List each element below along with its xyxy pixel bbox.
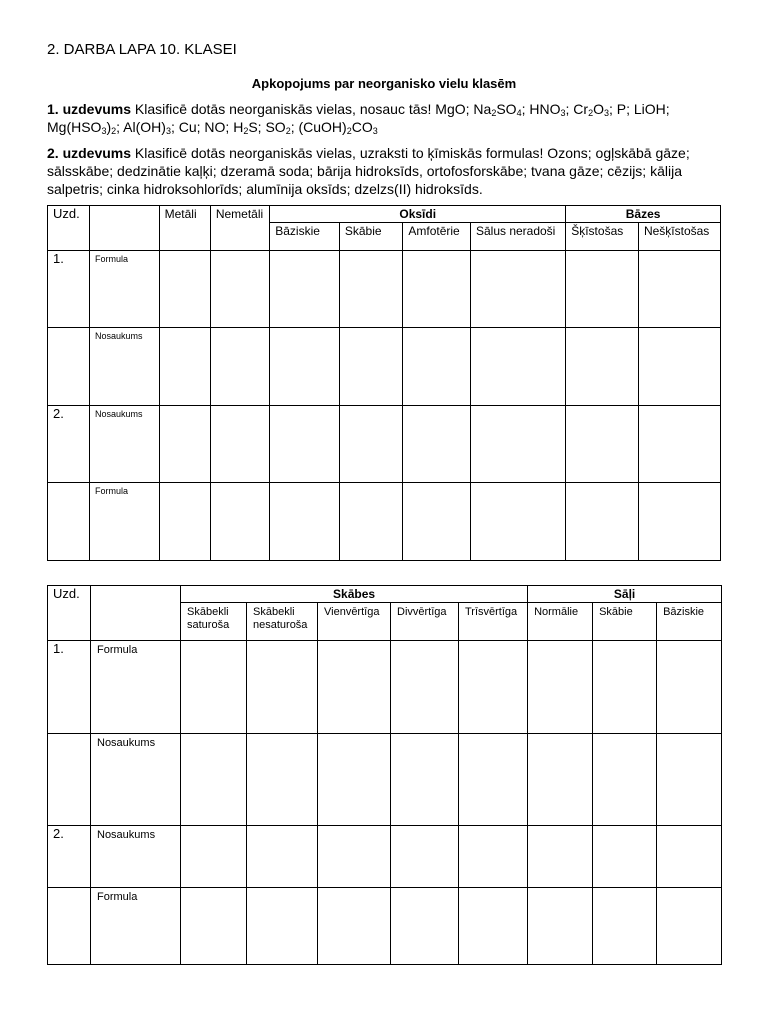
answer-cell[interactable] [159, 406, 210, 483]
header-skabekli-saturosa: Skābekli saturoša [181, 603, 247, 641]
task-2-paragraph [47, 144, 727, 198]
task-1-text: CO [351, 119, 373, 135]
answer-cell[interactable] [593, 734, 657, 826]
header-normalie: Normālie [528, 603, 593, 641]
task-1-label: 1. uzdevums [47, 101, 132, 117]
header-uzd: Uzd. [48, 586, 91, 641]
answer-cell[interactable] [657, 641, 722, 734]
header-blank [89, 206, 159, 251]
subscript: 4 [516, 108, 522, 118]
subscript: 2 [285, 126, 291, 136]
answer-cell[interactable] [566, 251, 639, 328]
worksheet-title: Apkopojums par neorganisko vielu klasēm [251, 76, 517, 91]
answer-cell[interactable] [247, 734, 318, 826]
table-row [48, 888, 722, 965]
subscript: 3 [372, 126, 378, 136]
table-row [48, 483, 721, 561]
table-row [48, 328, 721, 406]
answer-cell[interactable] [459, 734, 528, 826]
answer-cell[interactable] [210, 483, 269, 561]
answer-cell[interactable] [339, 406, 403, 483]
header-nemetali: Nemetāli [210, 206, 269, 251]
worksheet-header: 2. DARBA LAPA 10. KLASEI [47, 41, 237, 58]
answer-cell[interactable] [159, 328, 210, 406]
header-divvertiga: Divvērtīga [391, 603, 459, 641]
row-uzd: 1. [48, 251, 90, 328]
answer-cell[interactable] [181, 826, 247, 888]
answer-cell[interactable] [270, 328, 340, 406]
answer-cell[interactable] [339, 251, 403, 328]
header-amfoterie: Amfotērie [403, 223, 471, 251]
task-1-text: Klasificē dotās neorganiskās vielas, nosauc tās! MgO; Na [131, 101, 492, 117]
answer-cell[interactable] [470, 251, 565, 328]
answer-cell[interactable] [638, 483, 720, 561]
row-label: Nosaukums [89, 406, 159, 483]
row-label: Nosaukums [89, 328, 159, 406]
answer-cell[interactable] [247, 641, 318, 734]
answer-cell[interactable] [566, 328, 639, 406]
answer-cell[interactable] [247, 826, 318, 888]
answer-cell[interactable] [391, 888, 459, 965]
answer-cell[interactable] [657, 826, 722, 888]
answer-cell[interactable] [403, 328, 471, 406]
row-uzd: 2. [48, 826, 91, 888]
row-label: Nosaukums [91, 734, 181, 826]
subscript: 3 [560, 108, 566, 118]
header-trisvertiga: Trīsvērtīga [459, 603, 528, 641]
header-neskistosas: Nešķīstošas [638, 223, 720, 251]
answer-cell[interactable] [210, 406, 269, 483]
task-1-text: ; P; LiOH; Mg(HSO [47, 101, 670, 135]
subscript: 2 [491, 108, 497, 118]
answer-cell[interactable] [470, 406, 565, 483]
table-row [48, 734, 722, 826]
subscript: 3 [165, 126, 171, 136]
answer-cell[interactable] [339, 328, 403, 406]
task-1-text: ; (CuOH) [290, 119, 347, 135]
header-skabie: Skābie [339, 223, 403, 251]
answer-cell[interactable] [181, 734, 247, 826]
answer-cell[interactable] [391, 734, 459, 826]
answer-cell[interactable] [459, 826, 528, 888]
answer-cell[interactable] [459, 888, 528, 965]
subscript: 3 [603, 108, 609, 118]
row-label: Formula [89, 483, 159, 561]
answer-cell[interactable] [391, 641, 459, 734]
row-label: Nosaukums [91, 826, 181, 888]
header-skistosas: Šķīstošas [566, 223, 639, 251]
answer-cell[interactable] [593, 888, 657, 965]
answer-cell[interactable] [566, 406, 639, 483]
answer-cell[interactable] [339, 483, 403, 561]
task-1-paragraph [47, 100, 727, 136]
answer-cell[interactable] [181, 888, 247, 965]
answer-cell[interactable] [528, 734, 593, 826]
answer-cell[interactable] [528, 826, 593, 888]
answer-cell[interactable] [657, 888, 722, 965]
task-2-text: Klasificē dotās neorganiskās vielas, uzraksti to ķīmiskās formulas! Ozons; ogļskābā gāze; sālsskābe; dedzinātie kaļķi; dzeramā soda; bārija hidroksīds, ortofosforskābe; tvana gāze; cēzijs; kālija salpetris; cinka hidroksohlorīds; alumīnija oksīds; dzelzs(II) hidroksīds. [47, 145, 690, 197]
row-uzd [48, 734, 91, 826]
task-1-text: ; HNO [521, 101, 561, 117]
header-bazes: Bāzes [566, 206, 721, 223]
answer-cell[interactable] [270, 251, 340, 328]
row-uzd: 1. [48, 641, 91, 734]
header-salus-neradosi: Sālus neradoši [470, 223, 565, 251]
answer-cell[interactable] [159, 483, 210, 561]
task-1-text: ; Cr [565, 101, 589, 117]
answer-cell[interactable] [247, 888, 318, 965]
subscript: 2 [588, 108, 594, 118]
header-skabekli-nesaturosa: Skābekli nesaturoša [247, 603, 318, 641]
answer-cell[interactable] [638, 406, 720, 483]
answer-cell[interactable] [638, 328, 720, 406]
subscript: 2 [346, 126, 352, 136]
answer-cell[interactable] [403, 251, 471, 328]
answer-cell[interactable] [657, 734, 722, 826]
row-uzd [48, 888, 91, 965]
header-uzd: Uzd. [48, 206, 90, 251]
answer-cell[interactable] [210, 251, 269, 328]
row-uzd [48, 483, 90, 561]
answer-cell[interactable] [593, 641, 657, 734]
row-label: Formula [89, 251, 159, 328]
subscript: 2 [111, 126, 117, 136]
classification-table-acids-salts [47, 585, 722, 965]
answer-cell[interactable] [470, 483, 565, 561]
header-skabie: Skābie [593, 603, 657, 641]
answer-cell[interactable] [318, 734, 391, 826]
task-1-text: ; Cu; NO; H [170, 119, 244, 135]
task-2-label: 2. uzdevums [47, 145, 132, 161]
answer-cell[interactable] [528, 641, 593, 734]
header-baziskie: Bāziskie [270, 223, 340, 251]
table-row [48, 251, 721, 328]
row-uzd [48, 328, 90, 406]
table-row [48, 826, 722, 888]
row-label: Formula [91, 641, 181, 734]
answer-cell[interactable] [210, 328, 269, 406]
row-label: Formula [91, 888, 181, 965]
header-oksidi: Oksīdi [270, 206, 566, 223]
answer-cell[interactable] [403, 406, 471, 483]
task-1-text: ) [106, 119, 112, 135]
answer-cell[interactable] [459, 641, 528, 734]
answer-cell[interactable] [593, 826, 657, 888]
answer-cell[interactable] [159, 251, 210, 328]
answer-cell[interactable] [528, 888, 593, 965]
table-row [48, 406, 721, 483]
answer-cell[interactable] [403, 483, 471, 561]
answer-cell[interactable] [638, 251, 720, 328]
subscript: 2 [243, 126, 249, 136]
task-1-text: SO [496, 101, 517, 117]
subscript: 3 [101, 126, 107, 136]
row-uzd: 2. [48, 406, 90, 483]
answer-cell[interactable] [318, 641, 391, 734]
header-vienvertiga: Vienvērtīga [318, 603, 391, 641]
answer-cell[interactable] [470, 328, 565, 406]
header-baziskie: Bāziskie [657, 603, 722, 641]
header-sali: Sāļi [528, 586, 722, 603]
answer-cell[interactable] [181, 641, 247, 734]
answer-cell[interactable] [318, 888, 391, 965]
header-skabes: Skābes [181, 586, 528, 603]
answer-cell[interactable] [270, 406, 340, 483]
answer-cell[interactable] [566, 483, 639, 561]
table-row [48, 641, 722, 734]
answer-cell[interactable] [318, 826, 391, 888]
task-1-text: S; SO [248, 119, 286, 135]
answer-cell[interactable] [270, 483, 340, 561]
task-1-text: O [593, 101, 604, 117]
header-metali: Metāli [159, 206, 210, 251]
classification-table-oxides-bases [47, 205, 721, 561]
task-1-text: ; Al(OH) [116, 119, 166, 135]
header-blank [91, 586, 181, 641]
answer-cell[interactable] [391, 826, 459, 888]
